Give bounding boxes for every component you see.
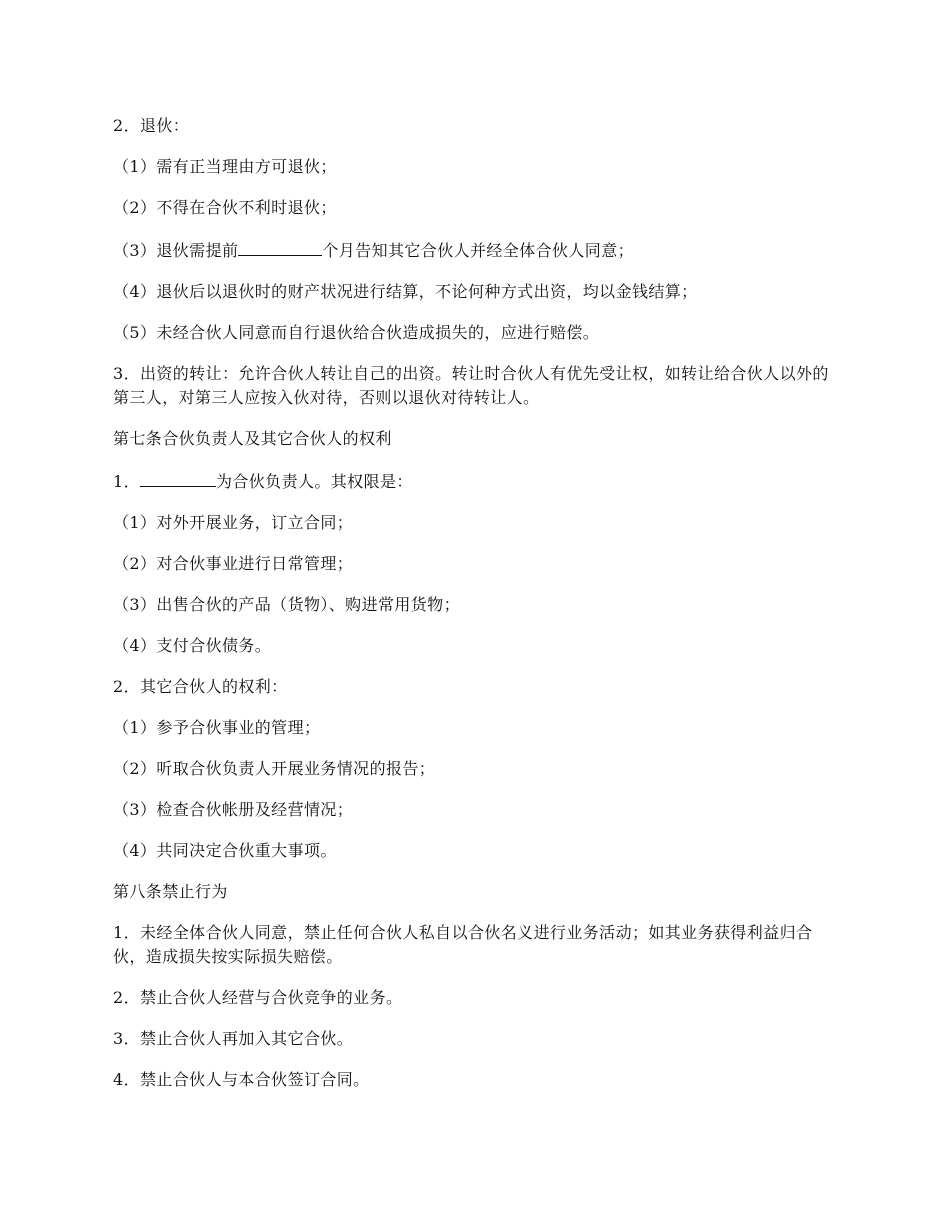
- article-8-heading: 第八条禁止行为: [113, 882, 228, 901]
- paragraph-rights-item-1: （1）参予合伙事业的管理；: [113, 718, 321, 737]
- fill-in-blank-months: [238, 237, 322, 256]
- paragraph-withdrawal-item-2: （2）不得在合伙不利时退伙；: [113, 198, 337, 217]
- paragraph-text-after-blank: 为合伙负责人。其权限是：: [215, 472, 413, 491]
- paragraph-withdrawal-item-5: （5）未经合伙人同意而自行退伙给合伙造成损失的，应进行赔偿。: [113, 323, 600, 342]
- paragraph-authority-item-3: （3）出售合伙的产品（货物）、购进常用货物；: [113, 595, 460, 614]
- paragraph-rights-item-4: （4）共同决定合伙重大事项。: [113, 841, 337, 860]
- paragraph-other-partners-rights: 2．其它合伙人的权利：: [113, 677, 288, 696]
- paragraph-rights-item-3: （3）检查合伙帐册及经营情况；: [113, 800, 354, 819]
- paragraph-authority-item-2: （2）对合伙事业进行日常管理；: [113, 554, 354, 573]
- paragraph-authority-item-4: （4）支付合伙债务。: [113, 636, 272, 655]
- paragraph-capital-transfer: 3．出资的转让：允许合伙人转让自己的出资。转让时合伙人有优先受让权，如转让给合伙人以外的第三人，对第三人应按入伙对待，否则以退伙对待转让人。: [113, 364, 829, 407]
- paragraph-withdrawal-heading: 2．退伙：: [113, 116, 190, 135]
- fill-in-blank-partner-name: [140, 468, 216, 487]
- paragraph-prohibition-4: 4．禁止合伙人与本合伙签订合同。: [113, 1070, 370, 1089]
- paragraph-rights-item-2: （2）听取合伙负责人开展业务情况的报告；: [113, 759, 436, 778]
- paragraph-withdrawal-item-4: （4）退伙后以退伙时的财产状况进行结算，不论何种方式出资，均以金钱结算；: [113, 282, 698, 301]
- paragraph-withdrawal-item-3: [113, 237, 833, 263]
- paragraph-text-before-blank: 1．: [113, 472, 140, 491]
- paragraph-authority-item-1: （1）对外开展业务，订立合同；: [113, 513, 354, 532]
- paragraph-text-after-blank: 个月告知其它合伙人并经全体合伙人同意；: [322, 241, 634, 260]
- article-7-heading: 第七条合伙负责人及其它合伙人的权利: [113, 429, 392, 448]
- paragraph-withdrawal-item-1: （1）需有正当理由方可退伙；: [113, 157, 337, 176]
- paragraph-text-before-blank: （3）退伙需提前: [113, 241, 239, 260]
- paragraph-prohibition-1: 1．未经全体合伙人同意，禁止任何合伙人私自以合伙名义进行业务活动；如其业务获得利益归合伙，造成损失按实际损失赔偿。: [113, 923, 813, 966]
- document-page: [113, 114, 833, 1109]
- paragraph-prohibition-2: 2．禁止合伙人经营与合伙竞争的业务。: [113, 988, 403, 1007]
- paragraph-partner-in-charge: [113, 468, 833, 494]
- paragraph-prohibition-3: 3．禁止合伙人再加入其它合伙。: [113, 1029, 354, 1048]
